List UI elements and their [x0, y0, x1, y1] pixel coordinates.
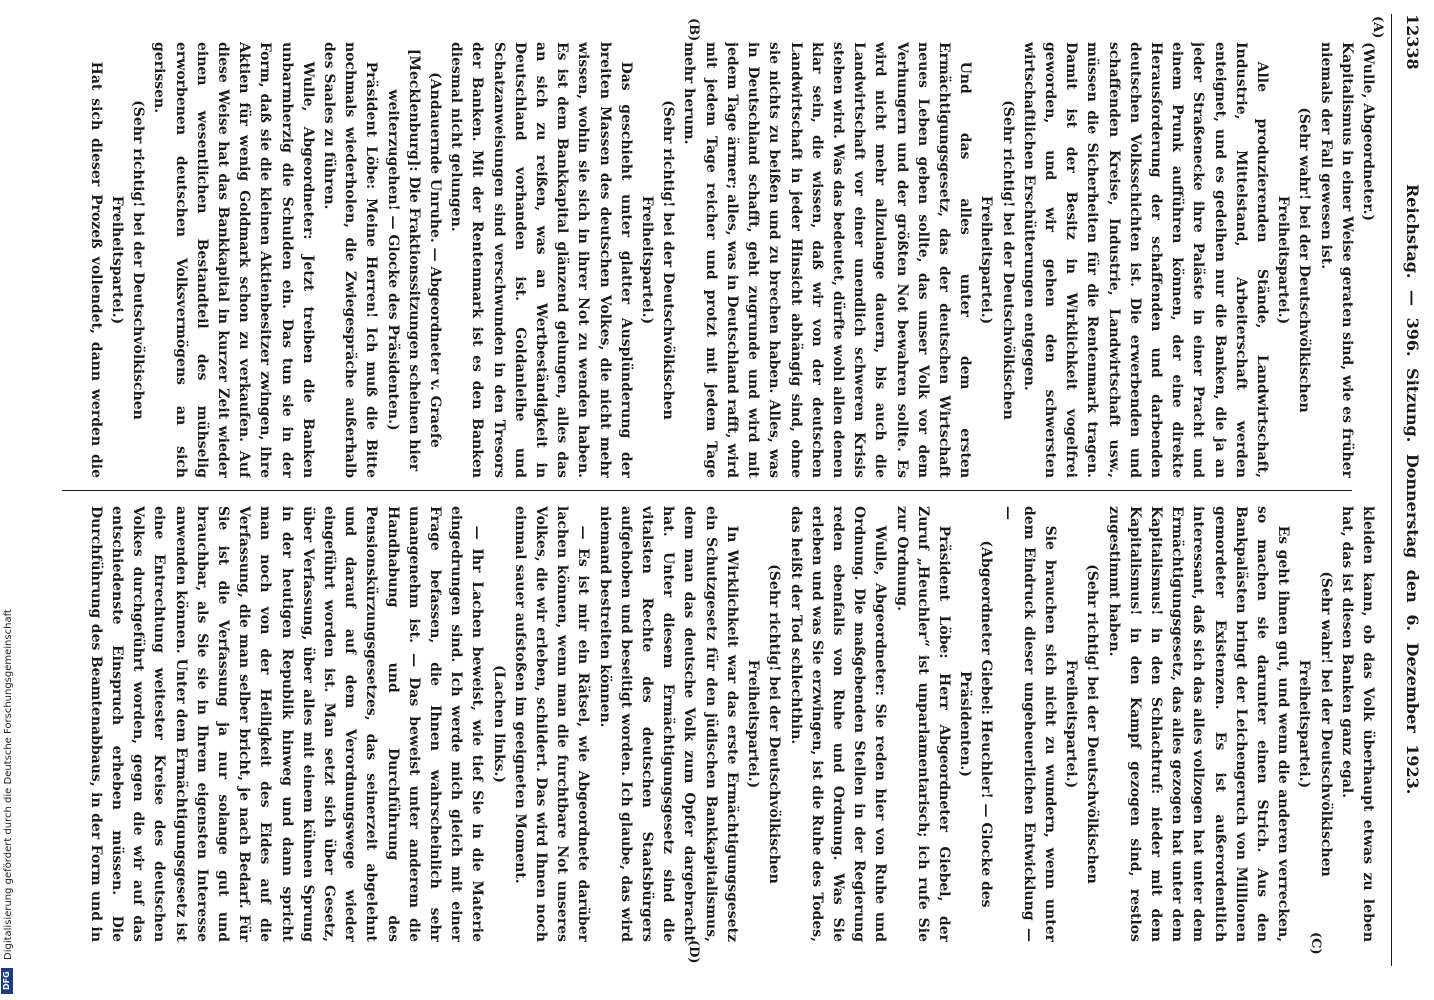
paragraph: Es geht ihnen gut, und wenn die anderen verrecken, so machen sie darunter einen Strich. Aus den Bankpalästen bringt der Leichengeruch von Millionen gemordeter Existenzen. Es ist außerordentlich interessant, daß sich das alles vollzogen hat unter dem Ermächtigungsgesetz, das alles gezogen hat unter dem Kapitalismus! in den Schlachtruf: nieder mit dem Kapitalismus! in den Kampf gezogen sind, restlos zugestimmt haben.: [1105, 506, 1292, 942]
margin-marker-d: (D): [686, 940, 701, 964]
margin-marker-a: (A): [1370, 16, 1385, 39]
funding-note: [2, 600, 16, 960]
paragraph: kleiden kann, ob das Volk überhaupt etwas zu leben hat, das ist diesen Banken ganz egal.: [1338, 506, 1376, 942]
paragraph: Sie brauchen sich nicht zu wundern, wenn unter dem Eindruck dieser ungeheuerlichen Entwicklung — —: [999, 506, 1058, 942]
paragraph: (Wulle, Abgeordneter.): [1360, 42, 1376, 222]
paragraph: Kapitalismus in einer Weise geraten sind, wie es früher niemals der Fall gewesen ist.: [1317, 42, 1355, 478]
column-right-body: [83, 506, 1378, 942]
interjection: (Sehr wahr! bei der Deutschvölkischen Freiheitspartei.): [1296, 571, 1334, 877]
funding-note-text: Digitalisierung gefördert durch die Deutsche Forschungsgemeinschaft: [3, 609, 14, 960]
interjection: (Sehr richtig! bei der Deutschvölkischen Freiheitspartei.): [745, 564, 783, 884]
page-header: [1398, 14, 1424, 974]
paragraph: Das geschieht unter glatter Ausplünderung der breiten Massen des deutschen Volkes, die nicht mehr wissen, wohin sie sich in ihrer Not zu wenden haben. Es ist dem Bankkapital glänzend gelungen, alles das an sich zu reißen, was an Wertbeständigkeit in Deutschland vorhanden ist. Goldanleihe und Schatzanweisungen sind verschwunden in den Tresors der Banken. Mit der Rentenmark ist es den Banken diesmal nicht gelungen.: [448, 42, 634, 478]
column-divider: [62, 490, 1352, 491]
paragraph: In Wirklichkeit war das erste Ermächtigungsgesetz ein Schutzgesetz für den jüdischen Bankkapitalismus, dem man das deutsche Volk zum Opfer dargebracht hat. Unter diesem Ermächtigungsgesetz sind die vitalsten Rechte des deutschen Staatsbürgers aufgehoben und beseitigt worden. Ich glaube, das wird niemand bestreiten können.: [596, 506, 740, 942]
paragraph: Wulle, Abgeordneter: Sie reden hier von Ruhe und Ordnung. Die maßgebenden Stellen in der Regierung reden ebenfalls von Ruhe und Ordnung. Was Sie erleben und was Sie erzwingen, ist die Ruhe des Todes, das heißt der Tod schlechthin.: [787, 506, 889, 942]
interjection: (Sehr richtig! bei der Deutschvölkischen Freiheitspartei.): [1063, 564, 1101, 884]
interjection: (Sehr richtig! bei der Deutschvölkischen Freiheitspartei.): [639, 100, 677, 420]
interjection: (Sehr richtig! bei der Deutschvölkischen Freiheitspartei.): [109, 100, 147, 420]
paragraph: Präsident Löbe: Meine Herren! Ich muß die Bitte nochmals wiederholen, die Zwiegespräche außerhalb des Saales zu führen.: [321, 42, 380, 478]
column-left-body: [83, 42, 1378, 478]
dfg-logo: DFG: [1, 968, 13, 994]
header-rule: [1391, 14, 1392, 966]
interjection: (Sehr wahr! bei der Deutschvölkischen Freiheitspartei.): [1275, 107, 1313, 413]
paragraph: Präsident Löbe: Herr Abgeordneter Giebel, der Zuruf „Heuchler“ ist unparlamentarisch; ich rufe Sie zur Ordnung.: [893, 506, 952, 942]
page-number: 12338: [1403, 14, 1422, 70]
paragraph: — Es ist mir ein Rätsel, wie Abgeordnete darüber lachen können, wenn man die furchtbare Not unseres Volkes, die wir erleben, schildert. Das wird Ihnen noch einmal sauer aufstoßen im geeigneten Moment.: [511, 506, 592, 942]
interjection: (Andauernde Unruhe. — Abgeordneter v. Graefe [Mecklenburg]: Die Fraktionssitzungen scheinen hier weiterzugehen! — Glocke des Präsidenten.): [384, 48, 444, 472]
paragraph: Wulle, Abgeordneter: Jetzt treiben die Banken unbarmherzig die Schulden ein. Das tun sie in der Form, daß sie die kleinen Aktienbesitzer zwingen, ihre Aktien für wenig Goldmark schon zu verkaufen. Auf diese Weise hat das Bankkapital in kurzer Zeit wieder einen wesentlichen Bestandteil des mühselig erworbenen deutschen Volksvermögens an sich gerissen.: [151, 42, 316, 478]
margin-marker-b: (B): [686, 18, 701, 42]
interjection: (Lachen links.): [490, 664, 507, 784]
interjection: (Sehr richtig! bei der Deutschvölkischen Freiheitspartei.): [978, 100, 1016, 420]
paragraph: — Ihr Lachen beweist, wie tief Sie in die Materie eingedrungen sind. Ich werde mich gleich mit einer Frage befassen, die Ihnen wahrscheinlich sehr unangenehm ist. — Das beweist unter anderem die Handhabung und Durchführung des Pensionskürzungsgesetzes, das seinerzeit abgelehnt und darauf auf dem Verordnungswege wieder eingeführt worden ist. Man setzt sich über Gesetz, über Verfassung, über alles mit einem kühnen Sprung in der heutigen Republik hinweg und dann spricht man noch von der Heiligkeit des Eides auf die Verfassung, die man selber bricht, je nach Bedarf. Für Sie ist die Verfassung ja nur solange gut und brauchbar, als Sie sie in Ihrem eigensten Interesse anwenden können. Unter dem Ermächtigungsgesetz ist eine Entrechtung weitester Kreise des deutschen Volkes durchgeführt worden, gegen die wir auf das entschiedenste Einspruch erheben müssen. Die Durchführung des Beamtenabbaus, in der Form und in: [87, 506, 486, 942]
column-right: [83, 506, 1378, 942]
column-left: [83, 42, 1378, 478]
margin-marker-c: (C): [1308, 932, 1323, 955]
paragraph: Und das alles unter dem ersten Ermächtigungsgesetz, das der deutschen Wirtschaft neues Leben geben sollte, das unser Volk vor dem Verhungern und der größten Not bewahren sollte. Es wird nicht mehr allzulange dauern, bis auch die Landwirtschaft vor einer unendlich schweren Krisis stehen wird. Was das bedeutet, dürfte wohl allen denen klar sein, die wissen, daß wir von der deutschen Landwirtschaft in jeder Hinsicht abhängig sind, ohne sie nichts zu beißen und zu brechen haben. Alles, was in Deutschland schafft, geht zugrunde und wird mit jedem Tage ärmer; alles, was in Deutschland rafft, wird mit jedem Tage reicher und protzt mit jedem Tage mehr herum.: [681, 42, 974, 478]
header-row: [1398, 14, 1424, 974]
paragraph: Alle produzierenden Stände, Landwirtschaft, Industrie, Mittelstand, Arbeiterschaft werden enteignet, und es gedeihen nur die Banken, die ja an jeder Straßenecke ihre Paläste in einer Pracht und einem Prunk aufführen können, der eine direkte Herausforderung der schaffenden und darbenden deutschen Volksschichten ist. Die erwerbenden und schaffenden Kreise, Industrie, Landwirtschaft usw., müssen die Sicherheiten für die Rentenmark tragen. Damit ist der Besitz in Wirklichkeit vogelfrei geworden, und wir gehen den schwersten wirtschaftlichen Erschütterungen entgegen.: [1020, 42, 1270, 478]
header-title: Reichstag. — 396. Sitzung. Donnerstag den 6. Dezember 1923.: [1403, 184, 1422, 795]
paragraph: Hat sich dieser Prozeß vollendet, dann werden die: [87, 61, 104, 478]
interjection: (Abgeordneter Giebel: Heuchler! — Glocke des Präsidenten.): [957, 540, 995, 908]
